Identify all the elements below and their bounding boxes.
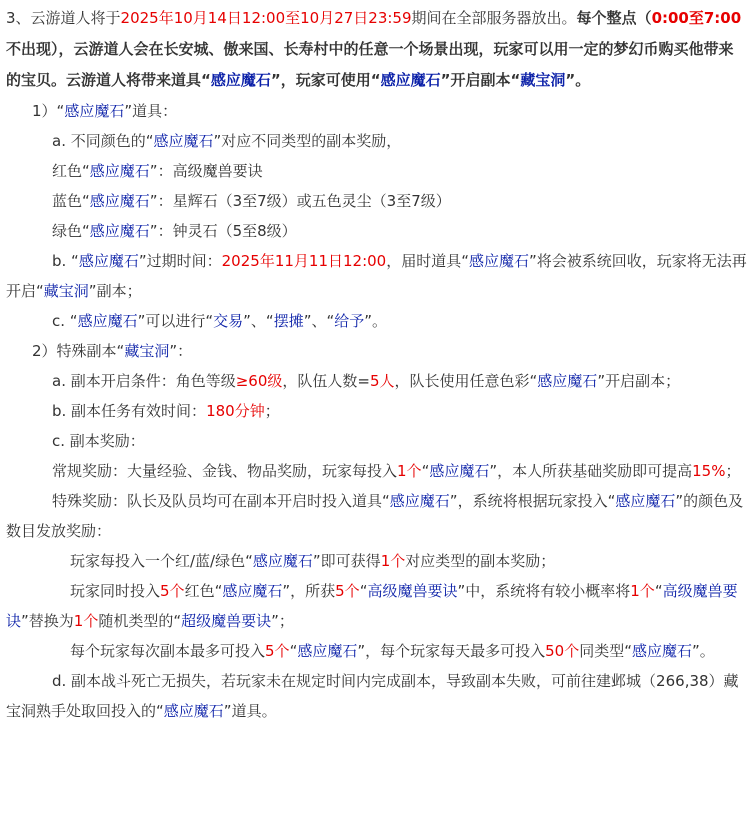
item-text: ”对应不同类型的副本奖励，: [213, 132, 402, 150]
item-text: 蓝色“: [52, 192, 90, 210]
item-text: ”。: [364, 312, 388, 330]
item-name: 感应魔石: [210, 71, 271, 89]
special-rule-3: [6, 636, 747, 666]
item-b: [6, 246, 747, 306]
valid-time: [6, 396, 747, 426]
give-term: 给予: [334, 312, 365, 330]
item-name: 感应魔石: [615, 492, 676, 510]
item-text: ，队伍人数=: [282, 372, 370, 390]
special-rule-2: [6, 576, 747, 636]
item-name: 感应魔石: [537, 372, 598, 390]
count: 50个: [545, 642, 580, 660]
item-text: ”、“: [243, 312, 274, 330]
section-2-heading: [6, 336, 747, 366]
item-text: “: [654, 582, 663, 600]
rewards-heading: [6, 426, 747, 456]
dungeon-name: 藏宝洞: [124, 342, 170, 360]
item-text: 玩家每投入一个红/蓝/绿色“: [70, 552, 253, 570]
item-text: 每个玩家每次副本最多可投入: [70, 642, 266, 660]
reward-name: 超级魔兽要诀: [181, 612, 272, 630]
item-text: 随机类型的“: [98, 612, 182, 630]
item-text: ”，所获: [282, 582, 336, 600]
time-limit: 180分钟: [206, 402, 265, 420]
intro-text: 期间在全部服务器放出。: [411, 9, 577, 27]
item-name: 感应魔石: [380, 71, 441, 89]
stall-term: 摆摊: [273, 312, 304, 330]
green-stone-line: [6, 216, 747, 246]
item-text: 红色“: [52, 162, 90, 180]
intro-text: 不出现），云游道人会在长安城、傲来国、长寿村中的任意一个场景出现，玩家可以用一定的梦幻币购买他带来的宝贝。云游道人将带来道具“: [6, 40, 734, 89]
intro-text: 每个整点（: [576, 9, 652, 27]
item-name: 感应魔石: [89, 222, 150, 240]
item-name: 感应魔石: [77, 312, 138, 330]
item-text: ”，本人所获基础奖励即可提高: [489, 462, 693, 480]
count: 5个: [335, 582, 360, 600]
blue-stone-line: [6, 186, 747, 216]
count: 5个: [160, 582, 185, 600]
item-name: 感应魔石: [297, 642, 358, 660]
item-text: b. “: [52, 252, 79, 270]
item-text: ”开启副本；: [597, 372, 681, 390]
item-text: d. 副本战斗死亡无损失，若玩家未在规定时间内完成副本，导致副本失败，可前往建邺城（266,38）藏宝洞熟手处取回投入的“: [6, 672, 739, 720]
item-text: ，届时道具“: [386, 252, 469, 270]
item-text: ”，系统将根据玩家投入“: [449, 492, 616, 510]
item-text: 常规奖励：大量经验、金钱、物品奖励，玩家每投入: [52, 462, 398, 480]
event-period: 2025年10月14日12:00至10月27日23:59: [120, 9, 412, 27]
section-1-heading: [6, 96, 747, 126]
item-d: [6, 666, 747, 726]
item-text: ”道具。: [223, 702, 277, 720]
normal-reward: [6, 456, 747, 486]
reward-name: 高级魔兽要诀: [6, 582, 738, 630]
item-text: 特殊奖励：队长及队员均可在副本开启时投入道具“: [52, 492, 390, 510]
item-text: ”可以进行“: [137, 312, 214, 330]
count: 1个: [397, 462, 422, 480]
item-name: 感应魔石: [153, 132, 214, 150]
item-text: ”的颜色及数目发放奖励：: [6, 492, 744, 540]
open-condition: [6, 366, 747, 396]
item-text: c. 副本奖励：: [52, 432, 145, 450]
item-text: ”替换为: [21, 612, 74, 630]
item-name: 感应魔石: [64, 102, 125, 120]
heading-text: 1）“: [32, 102, 65, 120]
item-text: 玩家同时投入: [70, 582, 161, 600]
item-text: ”：钟灵石（5至8级）: [149, 222, 297, 240]
intro-text: ”。: [565, 71, 591, 89]
item-text: 对应类型的副本奖励；: [405, 552, 556, 570]
item-text: ”过期时间：: [138, 252, 222, 270]
intro-text: 3、云游道人将于: [6, 9, 121, 27]
item-text: ”中，系统将有较小概率将: [457, 582, 631, 600]
item-text: c. “: [52, 312, 78, 330]
item-text: “: [421, 462, 430, 480]
heading-text: 2）特殊副本“: [32, 342, 125, 360]
count: 1个: [630, 582, 655, 600]
red-stone-line: [6, 156, 747, 186]
special-reward: [6, 486, 747, 546]
intro-text: ”开启副本“: [440, 71, 521, 89]
item-text: b. 副本任务有效时间：: [52, 402, 207, 420]
item-text: ”、“: [303, 312, 335, 330]
item-text: ”；: [271, 612, 294, 630]
heading-text: ”道具：: [124, 102, 178, 120]
heading-text: ”：: [169, 342, 193, 360]
item-name: 感应魔石: [89, 192, 150, 210]
item-text: ”：高级魔兽要诀: [149, 162, 263, 180]
item-a: [6, 126, 747, 156]
item-text: ”，每个玩家每天最多可投入: [357, 642, 546, 660]
excluded-hours: 0:00至7:00: [651, 9, 742, 27]
count: 1个: [380, 552, 406, 570]
reward-name: 高级魔兽要诀: [367, 582, 458, 600]
count: 1个: [73, 612, 99, 630]
item-name: 感应魔石: [222, 582, 283, 600]
item-name: 感应魔石: [469, 252, 530, 270]
item-text: “: [289, 642, 298, 660]
dungeon-name: 藏宝洞: [43, 282, 89, 300]
item-text: ”将会被系统回收，玩家将无法再开启“: [6, 252, 747, 300]
item-name: 感应魔石: [632, 642, 693, 660]
item-name: 感应魔石: [389, 492, 450, 510]
item-text: ；: [264, 402, 280, 420]
item-name: 感应魔石: [78, 252, 139, 270]
item-text: ”：星辉石（3至7级）或五色灵尘（3至7级）: [149, 192, 451, 210]
special-rule-1: [6, 546, 747, 576]
item-text: ”。: [692, 642, 715, 660]
team-size: 5人: [369, 372, 395, 390]
expiry-time: 2025年11月11日12:00: [221, 252, 387, 270]
item-text: ，队长使用任意色彩“: [394, 372, 538, 390]
item-name: 感应魔石: [89, 162, 150, 180]
item-text: 同类型“: [579, 642, 633, 660]
item-text: ”副本；: [88, 282, 142, 300]
bonus-percent: 15%: [692, 462, 726, 480]
intro-paragraph: [6, 3, 747, 96]
item-name: 感应魔石: [163, 702, 224, 720]
item-text: ”即可获得: [312, 552, 381, 570]
item-text: a. 副本开启条件：角色等级: [52, 372, 236, 390]
level-requirement: ≥60级: [235, 372, 283, 390]
item-text: ；: [725, 462, 741, 480]
item-text: 红色“: [184, 582, 223, 600]
item-name: 感应魔石: [252, 552, 313, 570]
item-name: 感应魔石: [429, 462, 490, 480]
item-text: “: [359, 582, 368, 600]
item-text: a. 不同颜色的“: [52, 132, 154, 150]
dungeon-name: 藏宝洞: [520, 71, 566, 89]
item-c: [6, 306, 747, 336]
count: 5个: [265, 642, 290, 660]
item-text: 绿色“: [52, 222, 90, 240]
trade-term: 交易: [213, 312, 244, 330]
intro-text: ”，玩家可使用“: [270, 71, 381, 89]
